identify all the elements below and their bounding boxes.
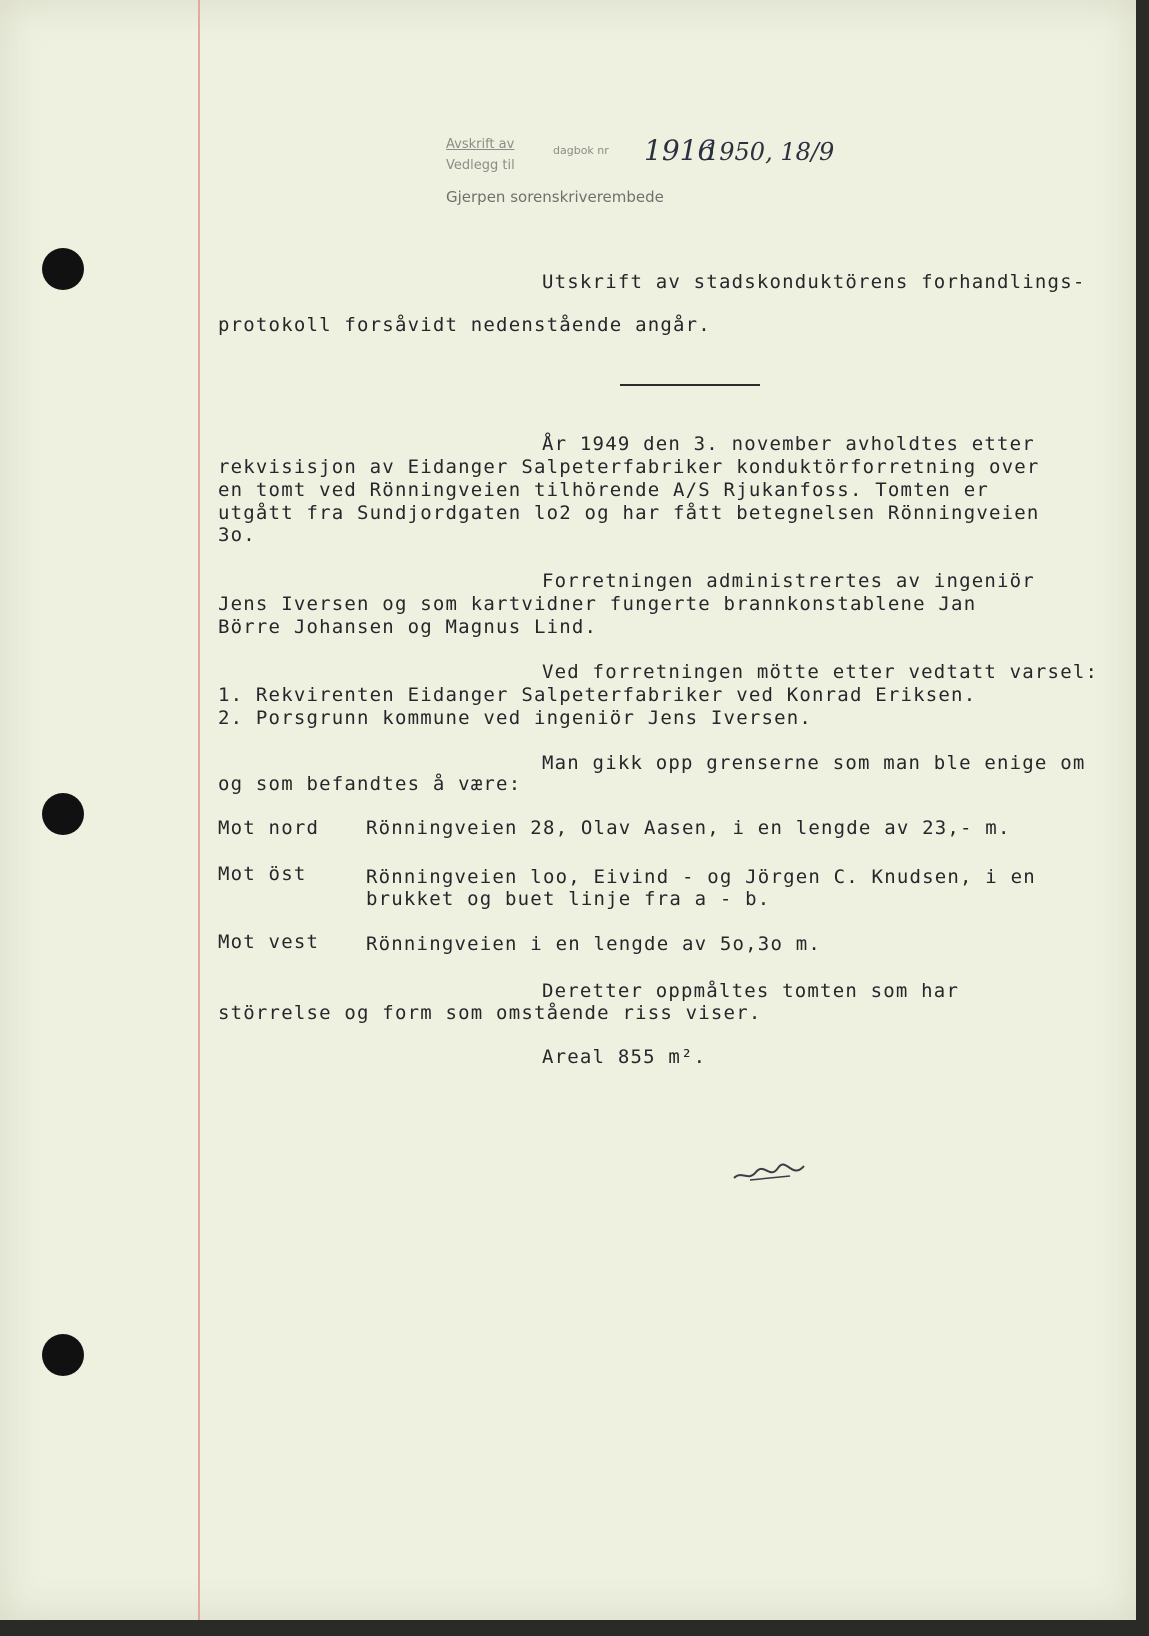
area-line: Areal 855 m². [542,1046,707,1068]
handwritten-date: 1950, 18/9 [704,138,835,166]
p4-line: Man gikk opp grenserne som man ble enige om [542,752,1086,774]
p1-line: utgått fra Sundjordgaten lo2 og har fått betegnelsen Rönningveien [218,502,1040,524]
boundary-text-nord: Rönningveien 28, Olav Aasen, i en lengde av 23,- m. [366,817,1011,839]
boundary-label-vest: Mot vest [218,931,320,953]
signature-scribble [730,1158,810,1188]
boundary-label-ost: Mot öst [218,863,307,885]
p3-line: 1. Rekvirenten Eidanger Salpeterfabriker ved Konrad Eriksen. [218,684,977,706]
p3-line: Ved forretningen mötte etter vedtatt varsel: [542,661,1099,683]
boundary-text-ost: brukket og buet linje fra a - b. [366,888,771,910]
punch-hole [42,248,84,290]
punch-hole [42,1334,84,1376]
punch-hole [42,793,84,835]
margin-rule [198,0,200,1620]
boundary-label-nord: Mot nord [218,817,320,839]
p5-line: störrelse og form som omstående riss viser. [218,1002,762,1024]
p1-line: År 1949 den 3. november avholdtes etter [542,433,1035,455]
handwritten-journal-number: 1916 [644,134,716,167]
p1-line: en tomt ved Rönningveien tilhörende A/S Rjukanfoss. Tomten er [218,479,989,501]
p2-line: Jens Iversen og som kartvidner fungerte brannkonstablene Jan [218,593,977,615]
p2-line: Börre Johansen og Magnus Lind. [218,616,598,638]
p3-line: 2. Porsgrunn kommune ved ingeniör Jens Iversen. [218,707,813,729]
stamp-office: Gjerpen sorenskriverembede [446,188,664,206]
p1-line: rekvisisjon av Eidanger Salpeterfabriker konduktörforretning over [218,456,1040,478]
p1-line: 3o. [218,524,256,546]
boundary-text-ost: Rönningveien loo, Eivind - og Jörgen C. Knudsen, i en [366,866,1036,888]
stamp-vedlegg: Vedlegg til [446,158,515,173]
title-line-2: protokoll forsåvidt nedenstående angår. [218,314,711,336]
section-divider [620,384,760,386]
boundary-text-vest: Rönningveien i en lengde av 5o,3o m. [366,933,822,955]
p2-line: Forretningen administrertes av ingeniör [542,570,1035,592]
stamp-dagbok: dagbok nr [553,144,609,157]
p5-line: Deretter oppmåltes tomten som har [542,980,960,1002]
stamp-avskrift: Avskrift av [446,137,515,152]
p4-line: og som befandtes å være: [218,773,522,795]
title-line-1: Utskrift av stadskonduktörens forhandlings- [542,271,1086,293]
